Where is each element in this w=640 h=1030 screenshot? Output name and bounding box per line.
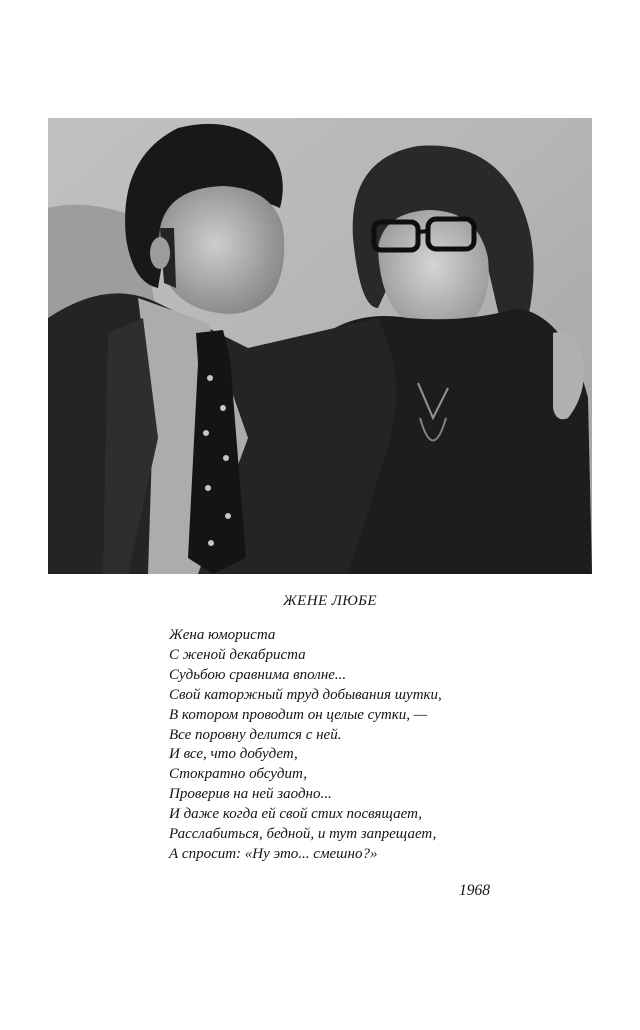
poem-line: А спросит: «Ну это... смешно?» xyxy=(169,845,378,862)
poem-line: Расслабиться, бедной, и тут запрещает, xyxy=(169,826,437,843)
poem-year: 1968 xyxy=(459,882,490,899)
poem-line: В котором проводит он целые сутки, — xyxy=(169,706,428,723)
couple-photo-icon xyxy=(48,118,592,574)
poem-line: И все, что добудет, xyxy=(169,746,298,763)
poem-line: И даже когда ей свой стих посвящает, xyxy=(169,806,423,823)
poem-line: Свой каторжный труд добывания шутки, xyxy=(169,686,442,703)
poem-title: ЖЕНЕ ЛЮБЕ xyxy=(283,593,377,609)
couple-photograph xyxy=(48,118,592,574)
poem-line: Стократно обсудит, xyxy=(169,766,307,783)
poem-line: Проверив на ней заодно... xyxy=(169,786,332,803)
poem-text xyxy=(169,626,442,865)
poem-line: Все поровну делится с ней. xyxy=(169,726,342,743)
poem-line: С женой декабриста xyxy=(169,646,306,663)
poem-line: Судьбою сравнима вполне... xyxy=(169,666,347,683)
poem-line: Жена юмориста xyxy=(169,627,276,643)
